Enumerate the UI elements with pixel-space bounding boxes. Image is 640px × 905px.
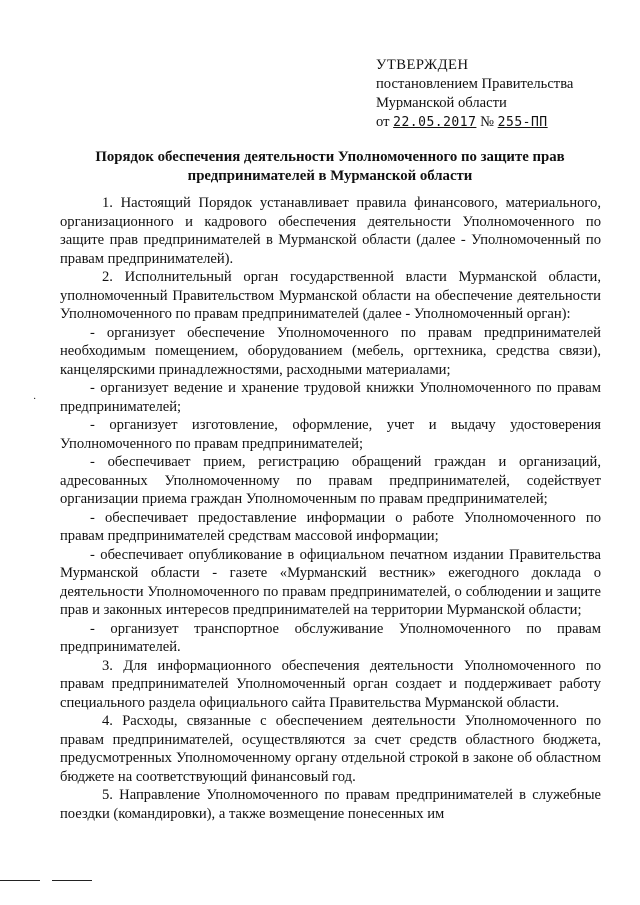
bullet-item: - организует транспортное обслуживание Уполномоченного по правам предпринимателей.: [60, 620, 601, 655]
approval-line-1: постановлением Правительства: [376, 76, 574, 92]
footer-divider: [52, 880, 92, 881]
approval-stamp: [376, 56, 573, 132]
bullet-item: - организует ведение и хранение трудовой книжки Уполномоченного по правам предпринимателей;: [60, 380, 601, 415]
footer-divider: [0, 880, 40, 881]
bullet-item: - организует изготовление, оформление, учет и выдачу удостоверения Уполномоченного по правам предпринимателей;: [60, 417, 601, 452]
bullet-item: - обеспечивает опубликование в официальном печатном издании Правительства Мурманской области - газете «Мурманский вестник» ежегодного доклада о деятельности Уполномоченного по правам предпринимателей, о соблюдении и защите прав и законных интересов предпринимателей на территории Мурманской области;: [60, 546, 601, 618]
paragraph-1: 1. Настоящий Порядок устанавливает правила финансового, материального, организационного и кадрового обеспечения деятельности Уполномоченного по защите прав предпринимателей в Мурманской области (далее - Уполномоченный по правам предпринимателей).: [60, 195, 601, 267]
approval-number-prefix: №: [480, 114, 495, 130]
document-heading: Порядок обеспечения деятельности Уполномоченного по защите прав предпринимателей в Мурманской области: [95, 149, 565, 184]
bullet-item: - обеспечивает прием, регистрацию обращений граждан и организаций, адресованных Уполномоченному по правам предпринимателей, содействует организации приема граждан Уполномоченным по правам предпринимателей;: [60, 454, 601, 507]
paragraph-5: 5. Направление Уполномоченного по правам предпринимателей в служебные поездки (командировки), а также возмещение понесенных им: [60, 787, 601, 822]
margin-mark: ·: [33, 394, 37, 405]
bullet-item: - обеспечивает предоставление информации о работе Уполномоченного по правам предпринимателей средствам массовой информации;: [60, 509, 601, 544]
paragraph-4: 4. Расходы, связанные с обеспечением деятельности Уполномоченного по правам предпринимателей, осуществляются за счет средств областного бюджета, предусмотренных Уполномоченному органу отдельной строкой в законе об областном бюджете на соответствующий финансовый год.: [60, 713, 601, 785]
approval-number: 255-ПП: [497, 115, 548, 130]
approval-line-2: Мурманской области: [376, 95, 507, 111]
approval-title: УТВЕРЖДЕН: [376, 57, 469, 73]
paragraph-3: 3. Для информационного обеспечения деятельности Уполномоченного по правам предпринимателей Уполномоченный орган создает и поддерживает работу специального раздела официального сайта Правительства Мурманской области.: [60, 657, 601, 711]
bullet-item: - организует обеспечение Уполномоченного по правам предпринимателей необходимым помещением, оборудованием (мебель, оргтехника, средства связи), канцелярскими принадлежностями, расходными материалами;: [60, 324, 601, 378]
approval-date-prefix: от: [376, 114, 390, 130]
document-body: [60, 194, 601, 823]
paragraph-2: 2. Исполнительный орган государственной власти Мурманской области, уполномоченный Правительством Мурманской области на обеспечение деятельности Уполномоченного по правам предпринимателей (далее - Уполномоченный орган):: [60, 269, 601, 322]
approval-date-line: [376, 113, 573, 132]
approval-date: 22.05.2017: [393, 115, 477, 130]
